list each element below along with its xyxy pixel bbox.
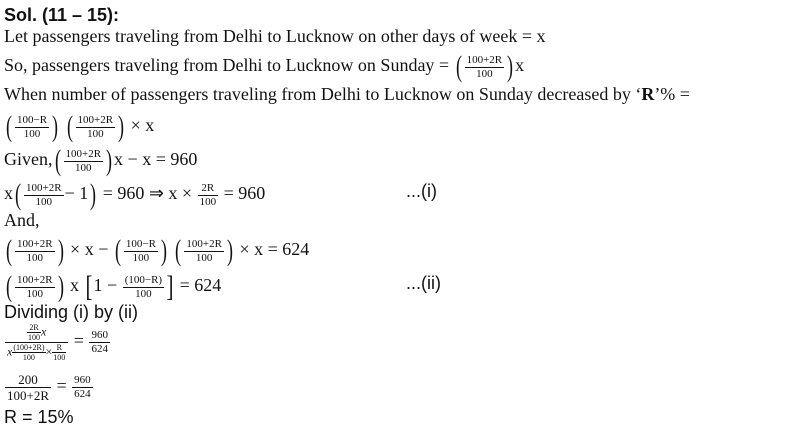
line-given: Given,( $\frac{100+2R}{100}$ ) x − x = 960 bbox=[4, 144, 198, 177]
line-and: And, bbox=[4, 210, 40, 230]
line-sunday: So, passengers traveling from Delhi to Lucknow on Sunday = ( $\frac{100+2R}{100}$ ) x bbox=[4, 50, 525, 83]
equation-tag-i: ...(i) bbox=[406, 181, 437, 201]
line-equation-ii: ( $\frac{100+2R}{100}$ ) x [1 − $\frac{(100-R)}{100}$ ] = 624 bbox=[6, 270, 222, 303]
fraction-100-2r-over-100: $\frac{100+2R}{100}$ bbox=[466, 53, 503, 80]
definition-text: Let passengers traveling from Delhi to Lucknow on other days of week = x bbox=[4, 26, 546, 46]
line-sunday-difference: ( $\frac{100+2R}{100}$ ) × x − ( $\frac{100-R}{100}$ ) ( $\frac{100+2R}{100}$ ) × x = 624 bbox=[6, 234, 310, 267]
sunday-text: So, passengers traveling from Delhi to Lucknow on Sunday = bbox=[4, 55, 450, 76]
line-decrease-expression: ( $\frac{100-R}{100}$ ) ( $\frac{100+2R}{100}$ ) × x bbox=[6, 110, 155, 143]
line-equation-i: x( $\frac{100+2R}{100}$ − 1) = 960 ⇒ x × $\frac{2R}{100}$ = 960 bbox=[4, 178, 266, 211]
complex-fraction: $\frac{2R}{100}$ x x $\frac{(100+2R)}{100}$ × $\frac{R}{100}$ bbox=[5, 323, 68, 362]
equation-tag-ii: ...(ii) bbox=[406, 273, 441, 293]
line-division-ratio: $\frac{2R}{100}$ x x $\frac{(100+2R)}{100}$ × $\frac{R}{100}$ = $\frac{960}{624}$ bbox=[7, 323, 108, 362]
solution-heading: Sol. (11 – 15): bbox=[4, 5, 120, 25]
line-decrease: When number of passengers traveling from Delhi to Lucknow on Sunday decreased by ‘R’% = bbox=[4, 84, 690, 104]
line-dividing: Dividing (i) by (ii) bbox=[4, 302, 139, 322]
line-definition bbox=[4, 26, 546, 46]
line-simplified-ratio: $\frac{200}{100+2R}$ = $\frac{960}{624}$ bbox=[7, 372, 91, 403]
line-result: R = 15% bbox=[4, 407, 74, 427]
